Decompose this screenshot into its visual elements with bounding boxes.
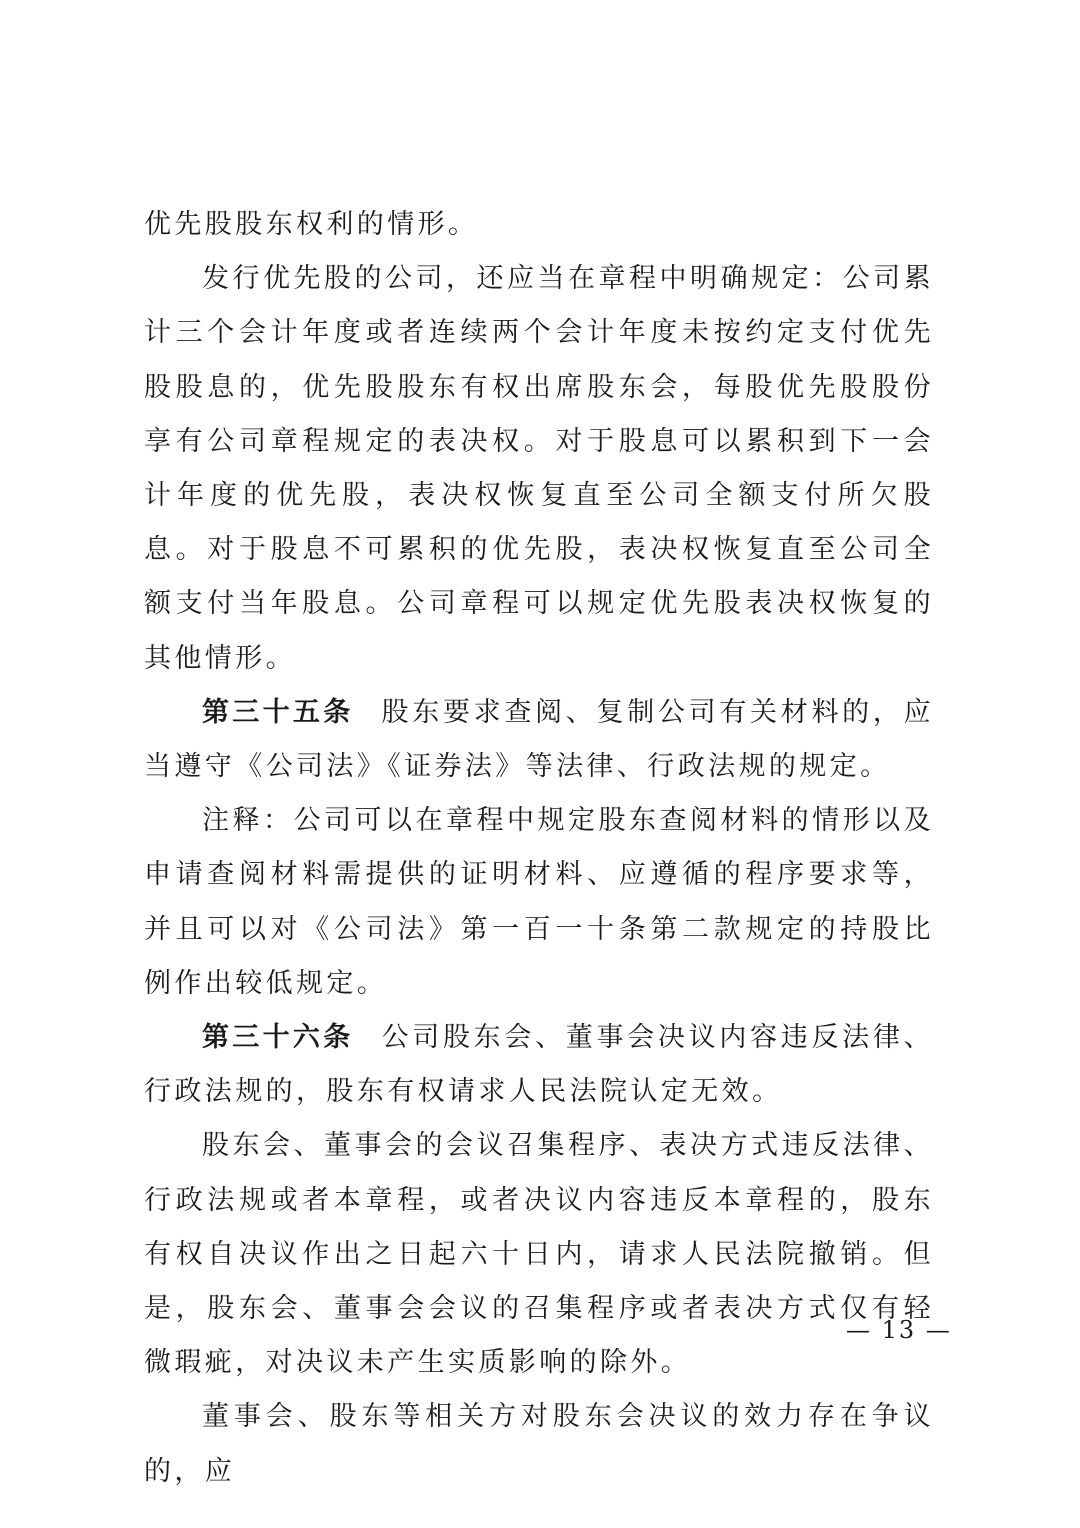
paragraph-annotation — [144, 794, 934, 1011]
page-number: — 13 — — [846, 1316, 952, 1344]
paragraph-text: 发行优先股的公司，还应当在章程中明确规定：公司累计三个会计年度或者连续两个会计年度未按约定支付优先股股息的，优先股股东有权出席股东会，每股优先股股份享有公司章程规定的表决权。对于股息可以累积到下一会计年度的优先股，表决权恢复直至公司全额支付所欠股息。对于股息不可累积的优先股，表决权恢复直至公司全额支付当年股息。公司章程可以规定优先股表决权恢复的其他情形。 — [144, 263, 934, 674]
paragraph-text: 公司股东会、董事会决议内容违反法律、行政法规的，股东有权请求人民法院认定无效。 — [144, 1022, 934, 1108]
article-heading: 第三十六条 — [202, 1022, 354, 1054]
article-36 — [144, 1011, 934, 1119]
body-text — [144, 198, 934, 1499]
paragraph-preferred-shares — [144, 252, 934, 686]
paragraph-text: 优先股股东权利的情形。 — [144, 209, 479, 240]
paragraph-revocation — [144, 1119, 934, 1390]
paragraph-text: 股东要求查阅、复制公司有关材料的，应当遵守《公司法》《证券法》等法律、行政法规的规定。 — [144, 696, 934, 783]
paragraph-text: 股东会、董事会的会议召集程序、表决方式违反法律、行政法规或者本章程，或者决议内容违反本章程的，股东有权自决议作出之日起六十日内，请求人民法院撤销。但是，股东会、董事会会议的召集程序或者表决方式仅有轻微瑕疵，对决议未产生实质影响的除外。 — [144, 1130, 934, 1379]
paragraph-text: 注释：公司可以在章程中规定股东查阅材料的情形以及申请查阅材料需提供的证明材料、应遵循的程序要求等，并且可以对《公司法》第一百一十条第二款规定的持股比例作出较低规定。 — [144, 805, 934, 999]
paragraph-text: 董事会、股东等相关方对股东会决议的效力存在争议的，应 — [144, 1401, 934, 1487]
paragraph-continuation — [144, 198, 934, 252]
paragraph-dispute — [144, 1390, 934, 1498]
article-heading: 第三十五条 — [202, 696, 354, 728]
article-35 — [144, 686, 934, 794]
